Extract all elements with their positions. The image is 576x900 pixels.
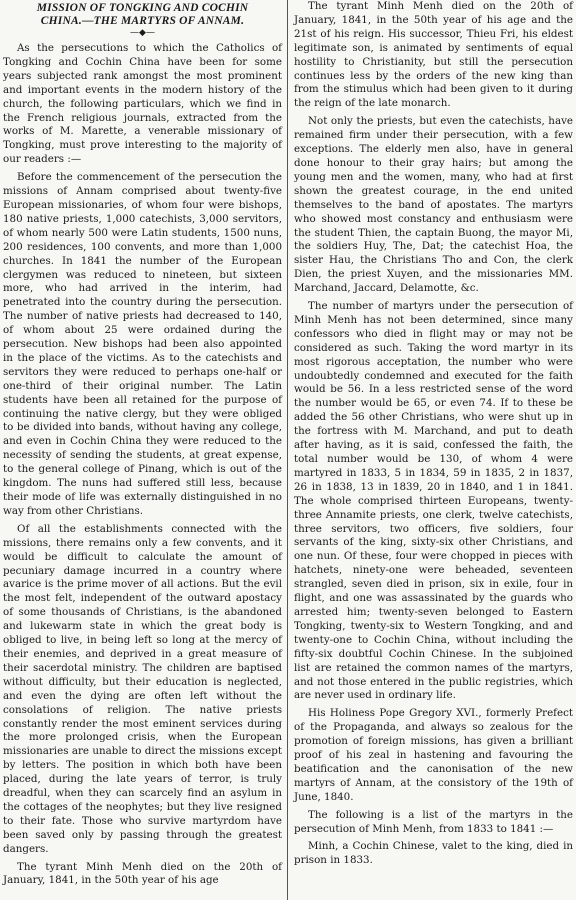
paragraph: As the persecutions to which the Catholics of Tongking and Cochin China have been for some years subjected rank amongst the most prominent and important events in the modern history of the church, the following particulars, which we find in the French religious journals, extracted from the works of M. Marette, a venerable missionary of Tongking, must prove interesting to the majority of our readers :— <box>3 42 282 166</box>
title-line-1: MISSION OF TONGKING AND COCHIN <box>36 2 249 14</box>
article-title <box>3 2 282 28</box>
paragraph: Minh, a Cochin Chinese, valet to the king, died in prison in 1833. <box>294 840 573 867</box>
paragraph: The following is a list of the martyrs in the persecution of Minh Menh, from 1833 to 1841 :— <box>294 808 573 835</box>
right-column <box>294 0 573 868</box>
paragraph: Of all the establishments connected with the missions, there remains only a few convents, and it would be difficult to calculate the amount of pecuniary damage incurred in a country where avarice is the prime mover of all actions. But the evil the most felt, independent of the outward apostacy of some thousands of Christians, is the abandoned and lukewarm state in which the great body is obliged to live, in being left so long at the mercy of their enemies, and deprived in a great measure of their sacerdotal ministry. The children are baptised without difficulty, but their education is neglected, and even the dying are often left without the consolations of religion. The native priests constantly render the most eminent services during the more prolonged crisis, when the European missionaries are unable to direct the missions except by letters. The position in which both have been placed, during the late years of terror, is truly dreadful, when they can scarcely find an asylum in the cottages of the neophytes; but they live resigned to their fate. Those who survive martyrdom have been saved only by passing through the greatest dangers. <box>3 522 282 855</box>
paragraph: Not only the priests, but even the catechists, have remained firm under their persecution, with a few exceptions. The elderly men also, have in general done honour to their gray hairs; but among the young men and the women, many, who had at first shown the greatest courage, in the end united themselves to the band of apostates. The martyrs who showed most constancy and enthusiasm were the student Thien, the captain Buong, the mayor Mi, the soldiers Huy, The, Dat; the catechist Hoa, the sister Hau, the Christians Tho and Con, the clerk Dien, the priest Xuyen, and the missionaries MM. Marchand, Jaccard, Delamotte, &c. <box>294 115 573 295</box>
paragraph: The tyrant Minh Menh died on the 20th of January, 1841, in the 50th year of his age <box>3 860 282 887</box>
paragraph: His Holiness Pope Gregory XVI., formerly Prefect of the Propaganda, and always so zealous for the promotion of foreign missions, has given a brilliant proof of his zeal in hastening and favouring the beatification and the canonisation of the new martyrs of Annam, at the consistory of the 19th of June, 1840. <box>294 707 573 803</box>
title-line-2: CHINA.—THE MARTYRS OF ANNAM. <box>40 15 245 27</box>
title-ornament: —◆— <box>130 28 155 38</box>
left-column <box>3 0 282 888</box>
paragraph: Before the commencement of the persecution the missions of Annam comprised about twenty-five European missionaries, of whom four were bishops, 180 native priests, 1,000 catechists, 3,000 servitors, of whom nearly 500 were Latin students, 1500 nuns, 200 residences, 100 convents, and more than 1,000 churches. In 1841 the number of the European clergymen was reduced to nineteen, but sixteen more, who had arrived in the interim, had penetrated into the country during the persecution. The number of native priests had decreased to 140, of whom about 25 were ordained during the persecution. New bishops had been also appointed in the place of the victims. As to the catechists and servitors they were reduced to perhaps one-half or one-third of their original number. The Latin students have been all retained for the purpose of continuing the native clergy, but they were obliged to be divided into bands, without having any college, and even in Cochin China they were reduced to the necessity of sending the students, at great expense, to the general college of Pinang, which is out of the kingdom. The nuns had suffered still less, because their mode of life was externally distinguished in no way from other Christians. <box>3 171 282 517</box>
paragraph: The tyrant Minh Menh died on the 20th of January, 1841, in the 50th year of his age and the 21st of his reign. His successor, Thieu Fri, his eldest legitimate son, is animated by sentiments of equal hostility to Christianity, but still the persecution continues less by the orders of the new king than from the stimulus which had been given to it during the reign of the late monarch. <box>294 0 573 110</box>
paragraph: The number of martyrs under the persecution of Minh Menh has not been determined, since many confessors who died in flight may or may not be considered as such. Taking the word martyr in its most rigorous acceptation, the number who were undoubtedly condemned and executed for the faith would be 56. In a less restricted sense of the word the number would be 65, or even 74. If to these be added the 56 other Christians, who were shut up in the fortress with M. Marchand, and put to death after having, as it is said, confessed the faith, the total number would be 130, of whom 4 were martyred in 1833, 5 in 1834, 59 in 1835, 2 in 1837, 26 in 1838, 13 in 1839, 20 in 1840, and 1 in 1841. The whole comprised thirteen Europeans, twenty-three Annamite priests, one clerk, twelve catechists, three servitors, two officers, five soldiers, four servants of the king, sixty-six other Christians, and one nun. Of these, four were chopped in pieces with hatchets, ninety-one were beheaded, seventeen strangled, seven died in prison, six in exile, four in flight, and one was assassinated by the guards who arrested him; twenty-seven belonged to Eastern Tongking, twenty-six to Western Tongking, and and twenty-one to Cochin China, without including the fifty-six doubtful Cochin Chinese. In the subjoined list are retained the common names of the martyrs, and not those entered in the public registries, which are never used in ordinary life. <box>294 300 573 702</box>
column-rule <box>287 0 288 900</box>
